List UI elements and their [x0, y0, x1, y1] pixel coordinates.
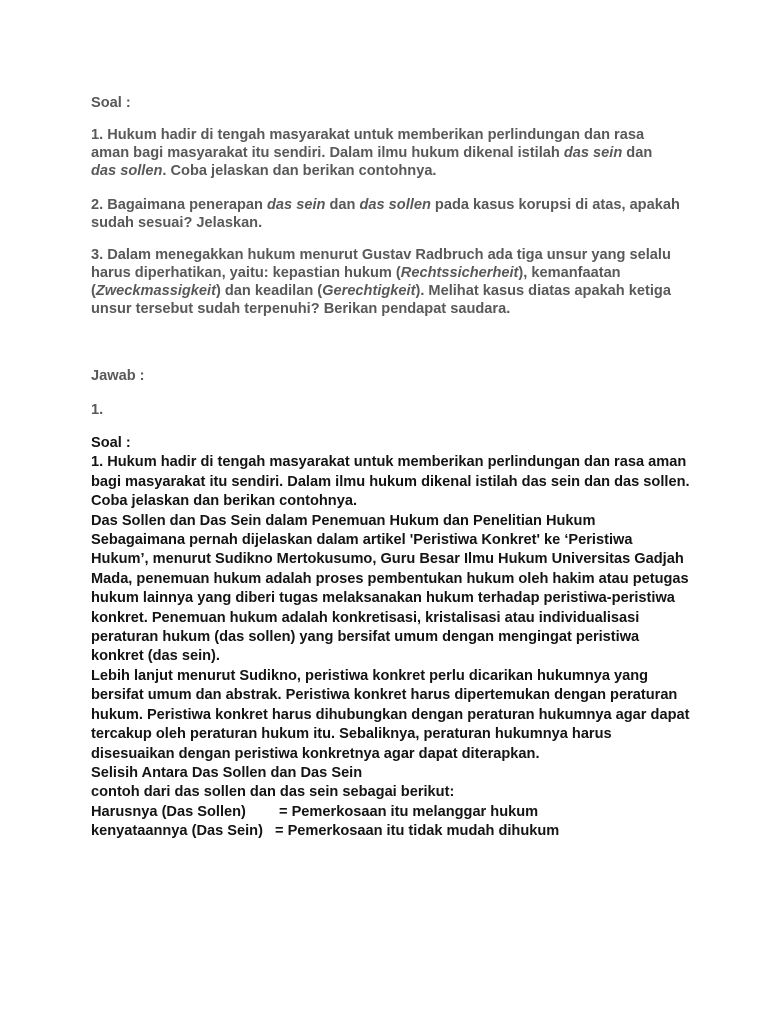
example-value: = Pemerkosaan itu tidak mudah dihukum [275, 823, 560, 840]
question-2-term-das-sollen: das sollen [359, 197, 431, 213]
soal-label: Soal : [91, 95, 131, 111]
question-3-text: ) dan keadilan ( [215, 283, 323, 299]
question-1 [91, 126, 681, 180]
question-2-text: dan [325, 197, 360, 213]
answer-paragraph-2: Lebih lanjut menurut Sudikno, peristiwa konkret perlu dicarikan hukumnya yang bersifat umum dan abstrak. Peristiwa konkret harus dipertemukan dengan peraturan hukum. Peristiwa konkret harus dihubungkan dengan peraturan hukumnya agar dapat tercakup oleh peraturan hukum itu. Sebaliknya, peraturan hukumnya harus disesuaikan dengan peristiwa konkretnya agar dapat diterapkan. [91, 667, 690, 762]
answer-number: 1. [91, 402, 104, 418]
question-1-text: 1. Hukum hadir di tengah masyarakat untuk memberikan perlindungan dan rasa aman bagi masyarakat itu sendiri. Dalam ilmu hukum dikenal istilah [91, 127, 645, 161]
question-2-text: pada kasus korupsi di atas, apakah sudah sesuai? Jelaskan. [91, 197, 680, 231]
question-1-text: . Coba jelaskan dan berikan contohnya. [162, 163, 437, 179]
question-2-term-das-sein: das sein [267, 197, 326, 213]
question-1-text: dan [622, 145, 653, 161]
question-3-term-zweckmassigkeit: Zweckmassigkeit [95, 283, 216, 299]
question-3-text: ), kemanfaatan ( [91, 265, 621, 299]
answer-soal-label: Soal : [91, 435, 131, 451]
jawab-label: Jawab : [91, 368, 145, 384]
example-row-das-sein [91, 822, 691, 841]
example-key: kenyataannya (Das Sein) [91, 823, 263, 840]
question-2-text: 2. Bagaimana penerapan [91, 197, 268, 213]
question-3-text: 3. Dalam menegakkan hukum menurut Gustav Radbruch ada tiga unsur yang selalu harus diperhatikan, yaitu: kepastian hukum ( [91, 247, 671, 281]
question-3-term-gerechtigkeit: Gerechtigkeit [322, 283, 416, 299]
question-2 [91, 196, 681, 232]
question-3-term-rechtssicherheit: Rechtssicherheit [400, 265, 519, 281]
example-value: = Pemerkosaan itu melanggar hukum [279, 803, 539, 820]
answer-heading: Selisih Antara Das Sollen dan Das Sein [91, 764, 363, 781]
example-key: Harusnya (Das Sollen) [91, 803, 246, 820]
answer-body [91, 434, 691, 842]
example-row-das-sollen [91, 803, 691, 822]
question-3 [91, 246, 691, 318]
answer-paragraph-1: Das Sollen dan Das Sein dalam Penemuan Hukum dan Penelitian Hukum Sebagaimana pernah dijelaskan dalam artikel 'Peristiwa Konkret' ke ‘Peristiwa Hukum’, menurut Sudikno Mertokusumo, Guru Besar Ilmu Hukum Universitas Gadjah Mada, penemuan hukum adalah proses pembentukan hukum oleh hakim atau petugas hukum lainnya yang diberi tugas melaksanakan hukum terhadap peristiwa-peristiwa konkret. Penemuan hukum adalah konkretisasi, kristalisasi atau individualisasi peraturan hukum (das sollen) yang bersifat umum dengan mengingat peristiwa konkret (das sein). [91, 512, 689, 665]
question-1-term-das-sollen: das sollen [91, 163, 163, 179]
question-1-term-das-sein: das sein [563, 145, 623, 161]
answer-question: 1. Hukum hadir di tengah masyarakat untuk memberikan perlindungan dan rasa aman bagi masyarakat itu sendiri. Dalam ilmu hukum dikenal istilah das sein dan das sollen. Coba jelaskan dan berikan contohnya. [91, 454, 690, 510]
answer-intro: contoh dari das sollen dan das sein sebagai berikut: [91, 784, 455, 801]
question-3-text: ). Melihat kasus diatas apakah ketiga unsur tersebut sudah terpenuhi? Berikan pendapat saudara. [91, 283, 671, 317]
